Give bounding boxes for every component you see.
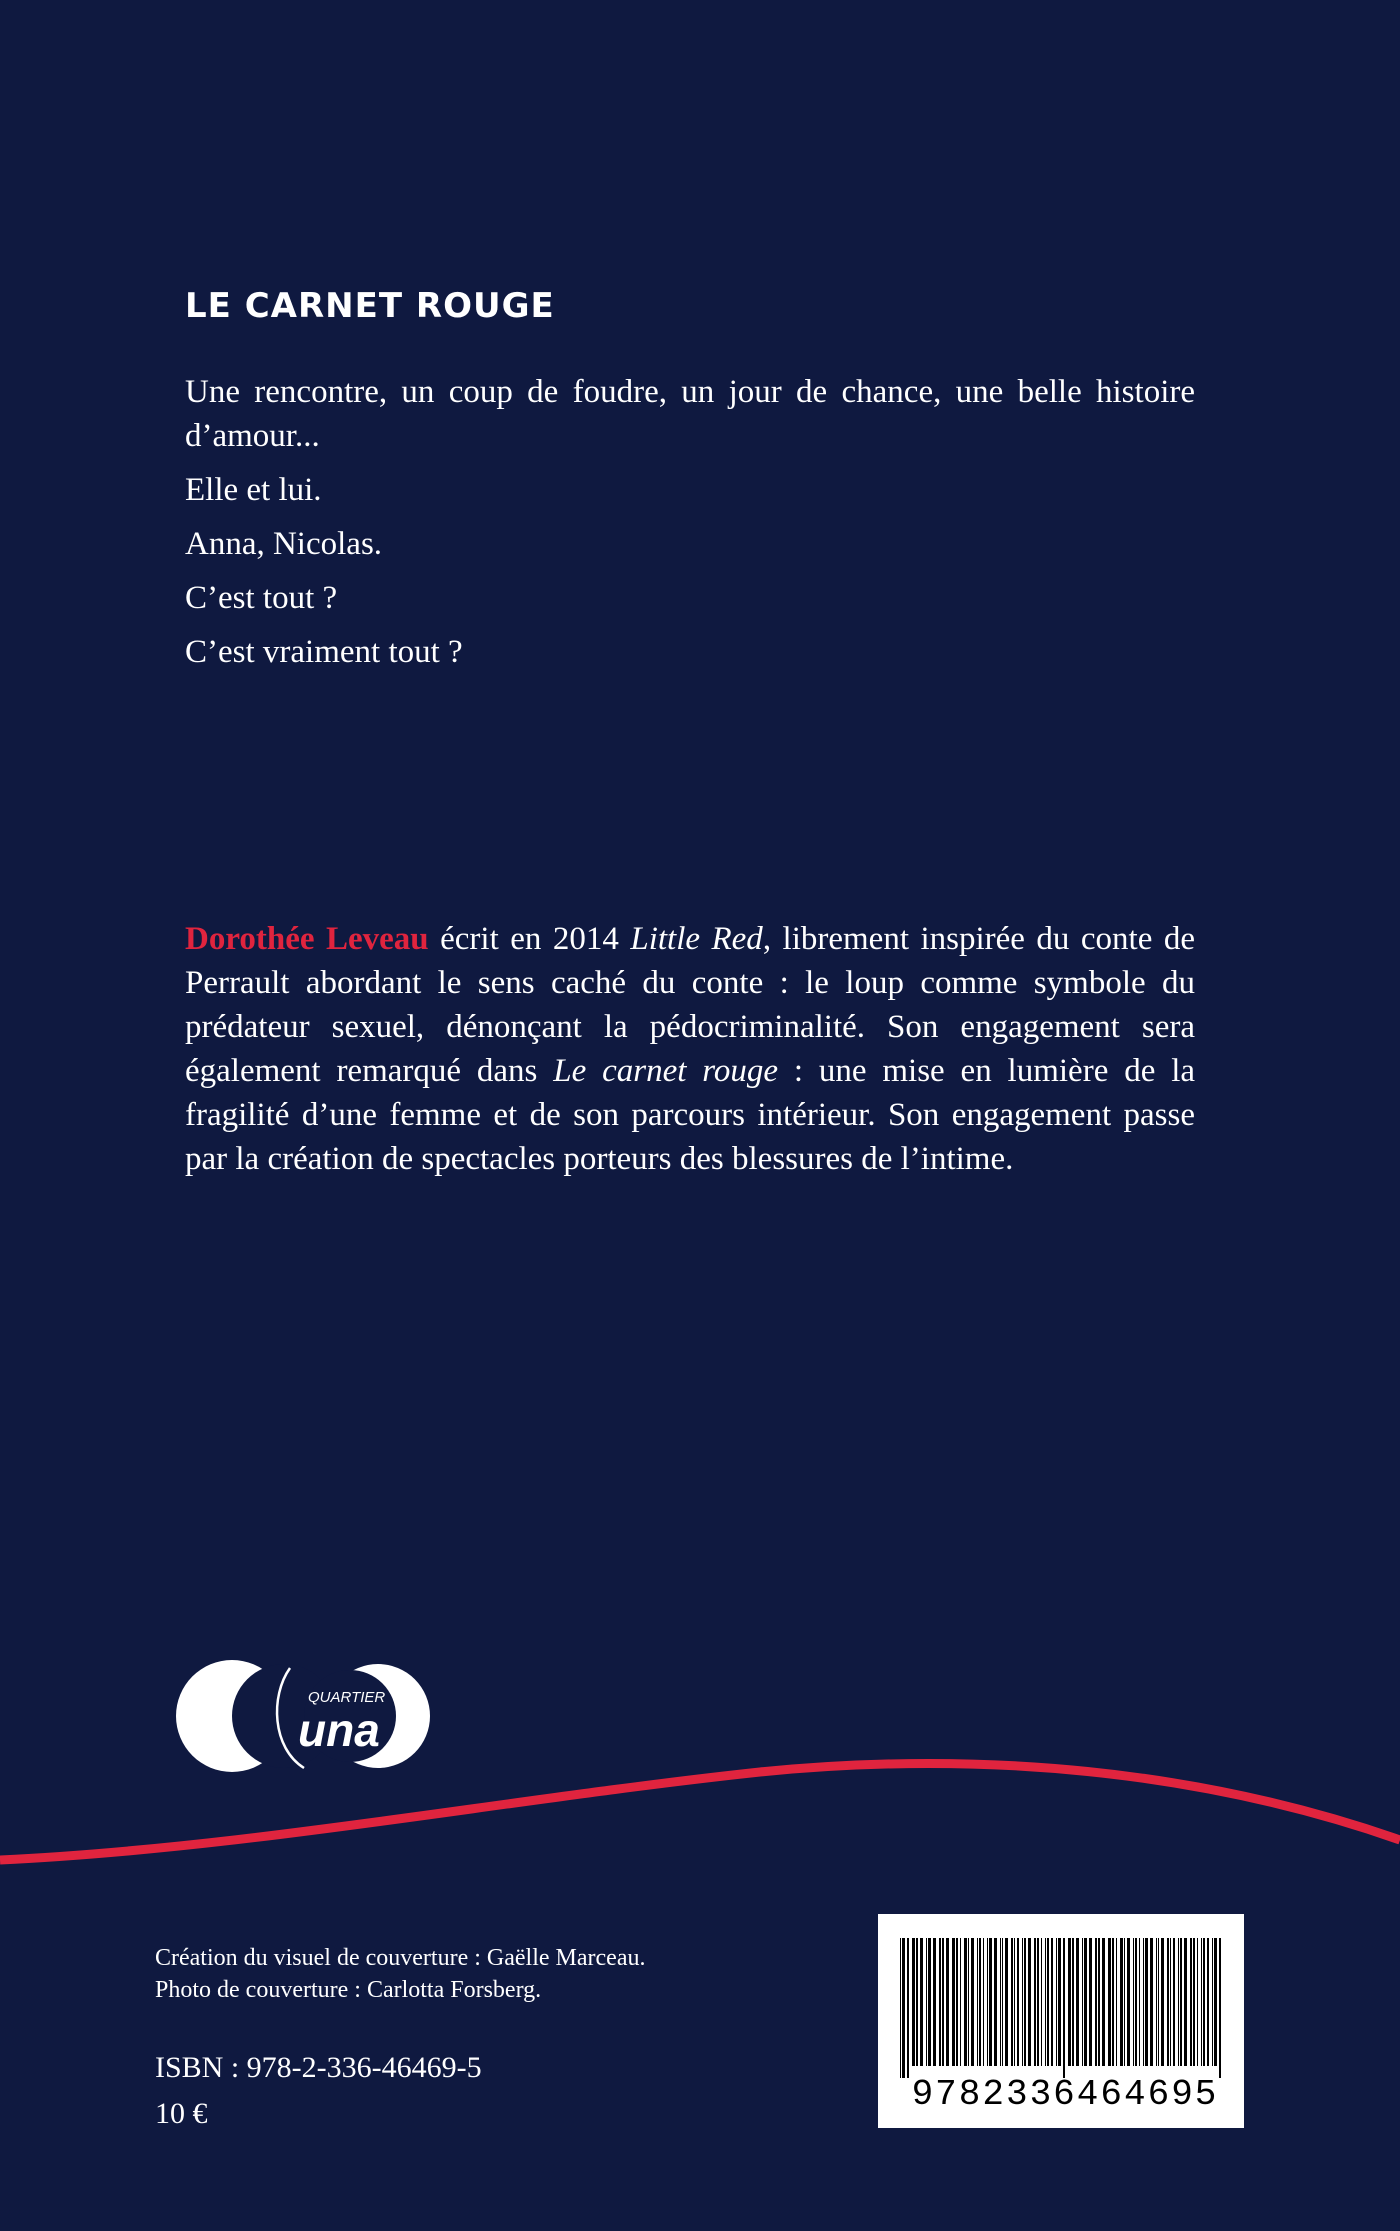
blurb-line: C’est vraiment tout ? — [185, 634, 463, 670]
barcode-bar — [942, 1938, 944, 2066]
barcode-bar — [1017, 1938, 1019, 2066]
barcode-bar — [964, 1938, 967, 2066]
barcode-bar — [939, 1938, 941, 2066]
blurb-line: C’est tout ? — [185, 580, 338, 616]
bio-text: , librement inspirée du conte de Perrault abordant le sens caché du conte : le loup comme symbole du prédateur sexuel, dénonçant la pédocriminalité. Son engagement sera également remarqué dans — [185, 921, 1195, 1089]
barcode-bar — [977, 1938, 978, 2066]
credit-visual: Création du visuel de couverture : Gaëlle Marceau. — [155, 1945, 646, 1971]
barcode-bar — [1143, 1938, 1144, 2066]
barcode-bar — [928, 1938, 931, 2066]
barcode-bar — [1089, 1938, 1092, 2066]
barcode-bar — [1098, 1938, 1100, 2066]
book-title: LE CARNET ROUGE — [185, 286, 555, 326]
barcode — [878, 1914, 1244, 2128]
barcode-bar — [1127, 1938, 1130, 2066]
barcode-number: 9782336464695 — [911, 2074, 1219, 2115]
barcode-bar — [1108, 1938, 1111, 2066]
barcode-bar — [1014, 1938, 1015, 2066]
barcode-bar — [956, 1938, 958, 2066]
barcode-bar — [1135, 1938, 1137, 2066]
barcode-bar — [1156, 1938, 1157, 2066]
bio-text: écrit en 2014 — [428, 921, 631, 957]
barcode-bar — [946, 1938, 949, 2066]
barcode-bar — [1095, 1938, 1097, 2066]
blurb-line: Elle et lui. — [185, 472, 322, 508]
barcode-bar — [1002, 1938, 1003, 2066]
barcode-bar — [1167, 1938, 1169, 2066]
barcode-bar — [920, 1938, 923, 2066]
barcode-bar — [1214, 1938, 1217, 2066]
barcode-bar — [1037, 1938, 1039, 2066]
barcode-bar — [900, 1938, 901, 2078]
bio-text: : une mise en lumière de la fragilité d’une femme et de son parcours intérieur. Son engagement passe par la création de spectacles porteurs des blessures de l’intime. — [185, 1053, 1196, 1177]
barcode-bar — [933, 1938, 936, 2066]
work-title: Le carnet rouge — [553, 1053, 779, 1089]
barcode-bar — [1161, 1938, 1164, 2066]
barcode-bar — [1084, 1938, 1087, 2066]
barcode-bar — [1068, 1938, 1071, 2066]
barcode-bar — [1051, 1938, 1053, 2066]
barcode-bar — [1207, 1938, 1209, 2066]
barcode-bar — [987, 1938, 988, 2066]
work-title: Little Red — [630, 921, 763, 957]
barcode-bar — [960, 1938, 961, 2066]
barcode-bar — [1047, 1938, 1049, 2066]
barcode-bar — [907, 1938, 909, 2078]
blurb — [185, 370, 1195, 684]
barcode-bar — [1197, 1938, 1198, 2066]
barcode-bar — [1000, 1938, 1001, 2066]
barcode-bar — [1056, 1938, 1057, 2066]
barcode-bar — [1011, 1938, 1013, 2066]
barcode-bar — [983, 1938, 984, 2066]
barcode-bar — [1082, 1938, 1083, 2066]
barcode-bar — [1076, 1938, 1079, 2066]
barcode-bar — [1028, 1938, 1031, 2066]
logo-text-quartier: QUARTIER — [308, 1689, 386, 1706]
barcode-bar — [971, 1938, 974, 2066]
barcode-bar — [979, 1938, 981, 2066]
barcode-bar — [1212, 1938, 1213, 2066]
barcode-bar — [994, 1938, 997, 2066]
barcode-bar — [1190, 1938, 1192, 2066]
price: 10 € — [155, 2097, 208, 2130]
barcode-bar — [1173, 1938, 1175, 2066]
isbn: ISBN : 978-2-336-46469-5 — [155, 2051, 482, 2084]
barcode-bar — [1133, 1938, 1134, 2066]
credits — [155, 1942, 645, 2006]
barcode-bar — [1178, 1938, 1179, 2066]
decorative-wave — [0, 1730, 1400, 1890]
barcode-bar — [1005, 1938, 1008, 2066]
barcode-bar — [1058, 1938, 1061, 2066]
barcode-bar — [1180, 1938, 1182, 2066]
barcode-bar — [1112, 1938, 1114, 2066]
barcode-bar — [989, 1938, 992, 2066]
barcode-bar — [1024, 1938, 1026, 2066]
barcode-bar — [1034, 1938, 1036, 2066]
barcode-bar — [1072, 1938, 1074, 2066]
logo-text-una: una — [298, 1704, 380, 1756]
barcode-bar — [952, 1938, 955, 2066]
barcode-bar — [1145, 1938, 1148, 2066]
barcode-bar — [1139, 1938, 1140, 2066]
author-name: Dorothée Leveau — [185, 921, 429, 957]
barcode-bar — [1022, 1938, 1023, 2066]
barcode-bar — [902, 1938, 905, 2078]
barcode-bar — [926, 1938, 927, 2066]
barcode-bar — [1150, 1938, 1153, 2066]
barcode-bar — [1201, 1938, 1202, 2066]
barcode-bar — [1124, 1938, 1125, 2066]
barcode-bar — [1184, 1938, 1187, 2066]
barcode-bar — [1120, 1938, 1123, 2066]
barcode-bar — [916, 1938, 918, 2066]
author-bio — [185, 917, 1195, 1181]
barcode-bar — [1170, 1938, 1171, 2066]
barcode-bar — [1041, 1938, 1042, 2066]
barcode-bar — [1063, 1938, 1065, 2078]
blurb-line: Anna, Nicolas. — [185, 526, 383, 562]
barcode-bar — [968, 1938, 969, 2066]
barcode-bar — [1102, 1938, 1105, 2066]
barcode-bar — [1219, 1938, 1221, 2078]
credit-photo: Photo de couverture : Carlotta Forsberg. — [155, 1977, 542, 2003]
barcode-bar — [1193, 1938, 1195, 2066]
barcode-bar — [1116, 1938, 1117, 2066]
barcode-bar — [1158, 1938, 1159, 2066]
barcode-bar — [1203, 1938, 1205, 2066]
barcode-bar — [912, 1938, 915, 2066]
barcode-bar — [1045, 1938, 1046, 2066]
blurb-line: Une rencontre, un coup de foudre, un jour de chance, une belle histoire d’amour... — [185, 374, 1195, 454]
